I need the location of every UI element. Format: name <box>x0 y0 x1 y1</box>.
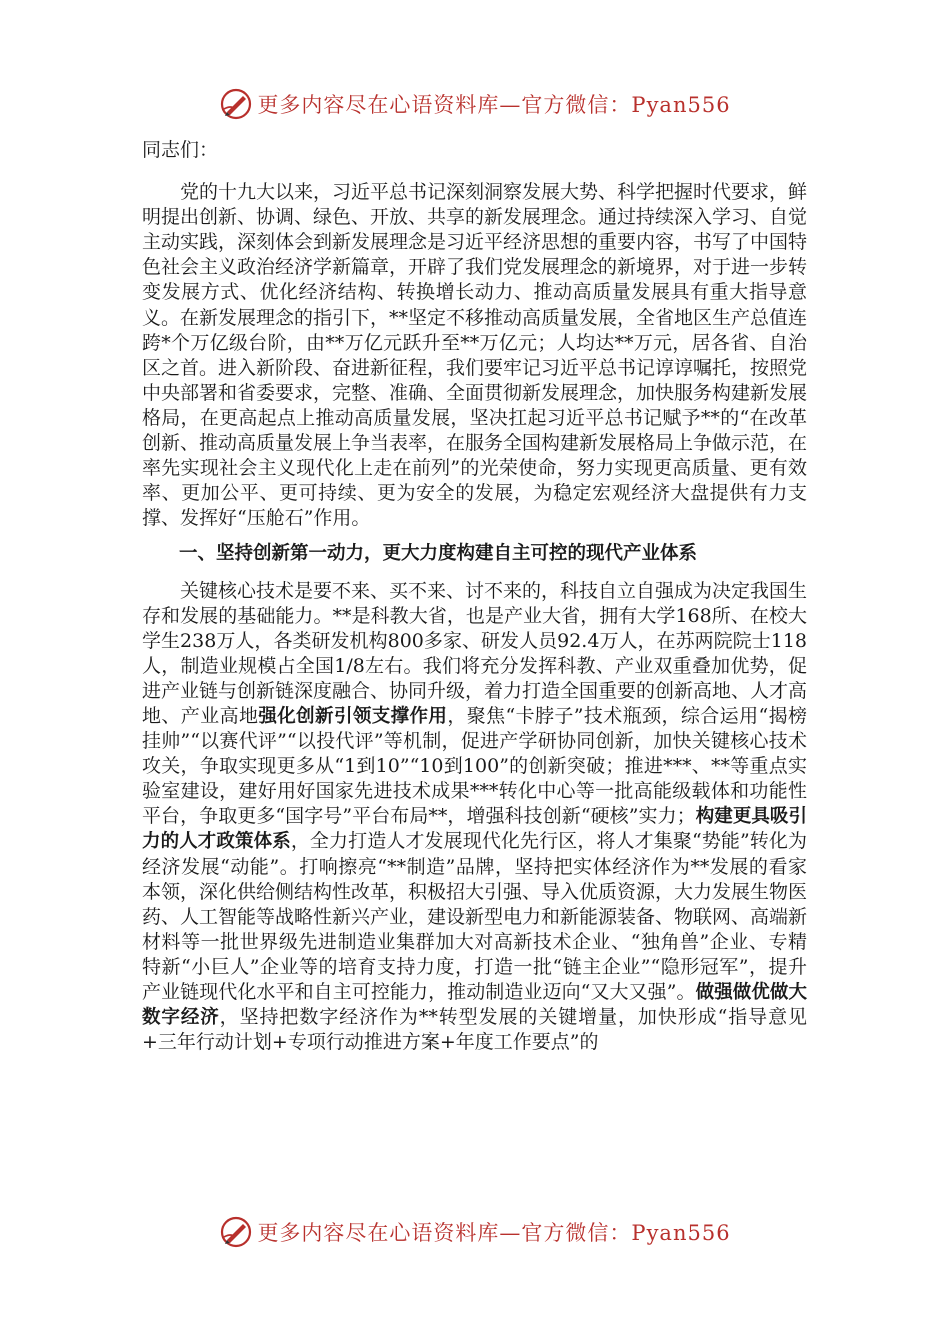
bold-phrase-innovation-support: 强化创新引领支撑作用 <box>258 705 448 727</box>
footer-watermark-banner <box>0 1212 950 1252</box>
paragraph-intro: 党的十九大以来，习近平总书记深刻洞察发展大势、科学把握时代要求，鲜明提出创新、协调、绿色、开放、共享的新发展理念。通过持续深入学习、自觉主动实践，深刻体会到新发展理念是习近平经济思想的重要内容，书写了中国特色社会主义政治经济学新篇章，开辟了我们党发展理念的新境界，对于进一步转变发展方式、优化经济结构、转换增长动力、推动高质量发展具有重大指导意义。在新发展理念的指引下，**坚定不移推动高质量发展，全省地区生产总值连跨*个万亿级台阶，由**万亿元跃升至**万亿元；人均达**万元，居各省、自治区之首。进入新阶段、奋进新征程，我们要牢记习近平总书记谆谆嘱托，按照党中央部署和省委要求，完整、准确、全面贯彻新发展理念，加快服务构建新发展格局，在更高起点上推动高质量发展，坚决扛起习近平总书记赋予**的“在改革创新、推动高质量发展上争当表率，在服务全国构建新发展格局上争做示范，在率先实现社会主义现代化上走在前列”的光荣使命，努力实现更高质量、更有效率、更加公平、更可持续、更为安全的发展，为稳定宏观经济大盘提供有力支撑、发挥好“压舱石”作用。 <box>142 181 808 530</box>
paragraph-text: 关键核心技术是要不来、买不来、讨不来的，科技自立自强成为决定我国生存和发展的基础能力。**是科教大省，也是产业大省，拥有大学168所、在校大学生238万人，各类研发机构800多家、研发人员92.4万人，在苏两院院士118人，制造业规模占全国1/8左右。我们将充分发挥科教、产业双重叠加优势，促进产业链与创新链深度融合、协同升级，着力打造全国重要的创新高地、人才高地、产业高地 <box>142 579 808 727</box>
bold-phrase-digital-economy: 做强做优做大数字经济 <box>142 982 807 1029</box>
pen-logo-icon <box>219 1215 253 1249</box>
document-body <box>142 138 807 1055</box>
paragraph-text: ，聚焦“卡脖子”技术瓶颈，综合运用“揭榜挂帅”“以赛代评”“以投代评”等机制，促进产学研协同创新，加快关键核心技术攻关，争取实现更多从“1到10”“10到100”的创新突破；推进***、**等重点实验室建设，建好用好国家先进技术成果***转化中心等一批高能级载体和功能性平台，争取更多“国字号”平台布局**，增强科技创新“硬核”实力； <box>142 704 807 828</box>
header-watermark-banner <box>0 84 950 124</box>
banner-text: 更多内容尽在心语资料库—官方微信：Pyan556 <box>257 93 731 117</box>
pen-logo-icon <box>219 87 253 121</box>
paragraph-text: ，全力打造人才发展现代化先行区，将人才集聚“势能”转化为经济发展“动能”。打响擦亮“**制造”品牌，坚持把实体经济作为**发展的看家本领，深化供给侧结构性改革，积极招大引强、导入优质资源，大力发展生物医药、人工智能等战略性新兴产业，建设新型电力和新能源装备、物联网、高端新材料等一批世界级先进制造业集群加大对高新技术企业、“独角兽”企业、专精特新“小巨人”企业等的培育支持力度，打造一批“链主企业”“隐形冠军”，提升产业链现代化水平和自主可控能力，推动制造业迈向“又大又强”。 <box>142 830 808 1003</box>
banner-text: 更多内容尽在心语资料库—官方微信：Pyan556 <box>257 1221 731 1245</box>
bold-phrase-talent-policy: 构建更具吸引力的人才政策体系 <box>142 806 807 853</box>
section-heading-1: 一、坚持创新第一动力，更大力度构建自主可控的现代产业体系 <box>179 543 698 565</box>
paragraph-innovation <box>142 579 807 1056</box>
salutation: 同志们： <box>142 139 219 161</box>
paragraph-text: ，坚持把数字经济作为**转型发展的关键增量，加快形成“指导意见+三年行动计划+专项行动推进方案+年度工作要点”的 <box>142 1006 807 1054</box>
